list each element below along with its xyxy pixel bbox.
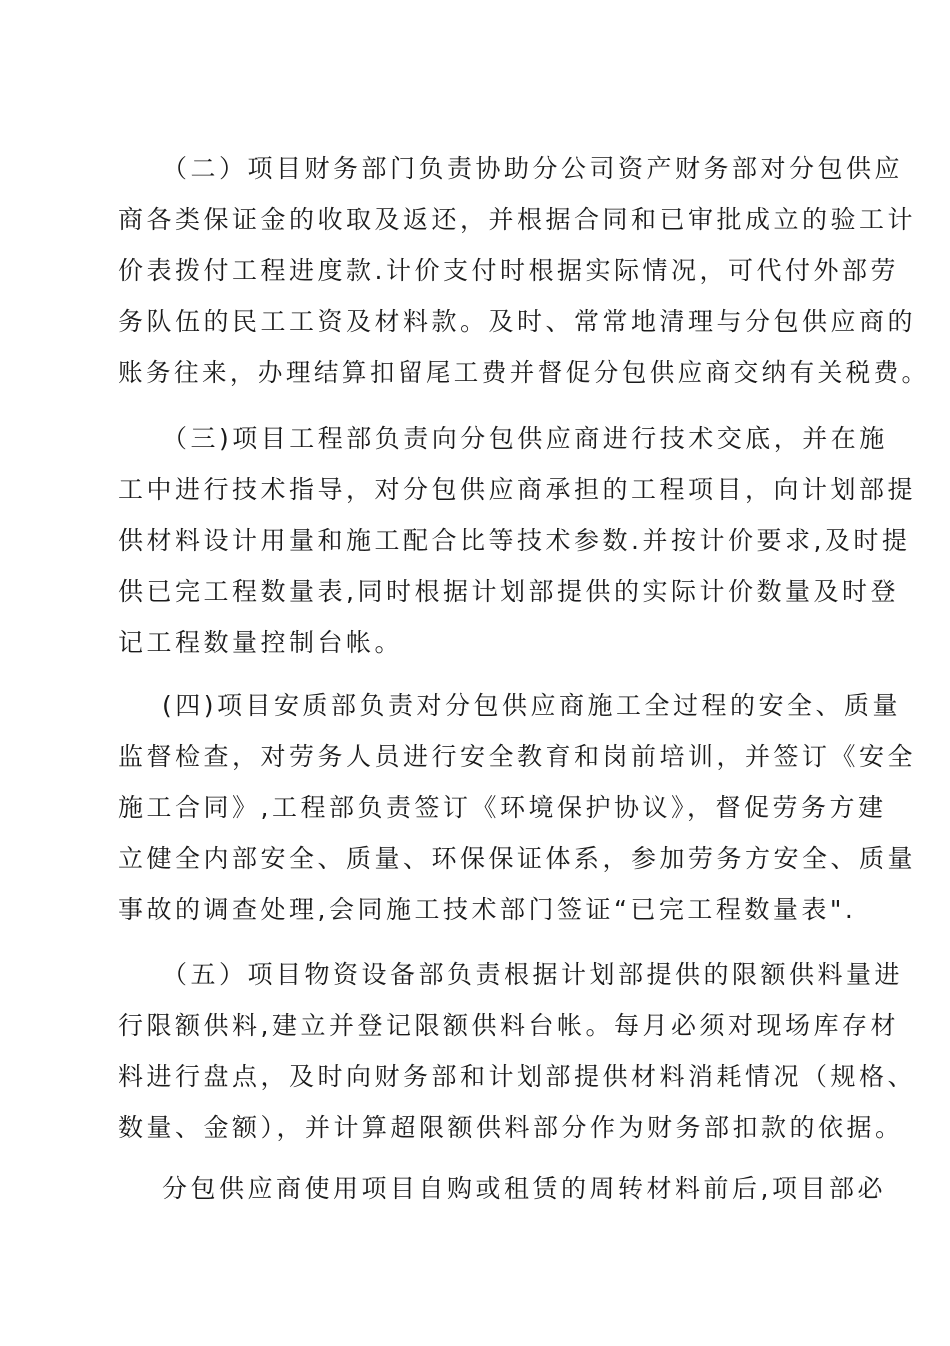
paragraph-line: 料进行盘点，及时向财务部和计划部提供材料消耗情况（规格、 [118,1062,917,1091]
paragraph-line: 行限额供料,建立并登记限额供料台帐。每月必须对现场库存材 [118,1011,899,1040]
paragraph-line: 分包供应商使用项目自购或租赁的周转材料前后,项目部必 [162,1174,886,1203]
paragraph-line: 立健全内部安全、质量、环保保证体系，参加劳务方安全、质量 [118,844,917,873]
paragraph-line: （三)项目工程部负责向分包供应商进行技术交底，并在施 [162,424,888,453]
paragraph-line: 事故的调查处理,会同施工技术部门签证“已完工程数量表". [118,895,857,924]
paragraph-line: 商各类保证金的收取及返还，并根据合同和已审批成立的验工计 [118,205,917,234]
paragraph-line: 记工程数量控制台帐。 [118,628,404,657]
paragraph-line: 供材料设计用量和施工配合比等技术参数.并按计价要求,及时提 [118,526,911,555]
paragraph-line: （二）项目财务部门负责协助分公司资产财务部对分包供应 [162,154,904,183]
paragraph-line: 工中进行技术指导，对分包供应商承担的工程项目，向计划部提 [118,475,917,504]
paragraph-line: 价表拨付工程进度款.计价支付时根据实际情况，可代付外部劳 [118,256,899,285]
paragraph-line: （五）项目物资设备部负责根据计划部提供的限额供料量进 [162,960,904,989]
paragraph-line: 务队伍的民工工资及材料款。及时、常常地清理与分包供应商的 [118,307,917,336]
paragraph-line: 监督检查，对劳务人员进行安全教育和岗前培训，并签订《安全 [118,742,917,771]
paragraph-line: (四)项目安质部负责对分包供应商施工全过程的安全、质量 [162,691,902,720]
paragraph-line: 数量、金额），并计算超限额供料部分作为财务部扣款的依据。 [118,1113,904,1142]
paragraph-line: 施工合同》,工程部负责签订《环境保护协议》，督促劳务方建 [118,793,887,822]
paragraph-line: 账务往来，办理结算扣留尾工费并督促分包供应商交纳有关税费。 [118,358,930,387]
paragraph-line: 供已完工程数量表,同时根据计划部提供的实际计价数量及时登 [118,577,899,606]
